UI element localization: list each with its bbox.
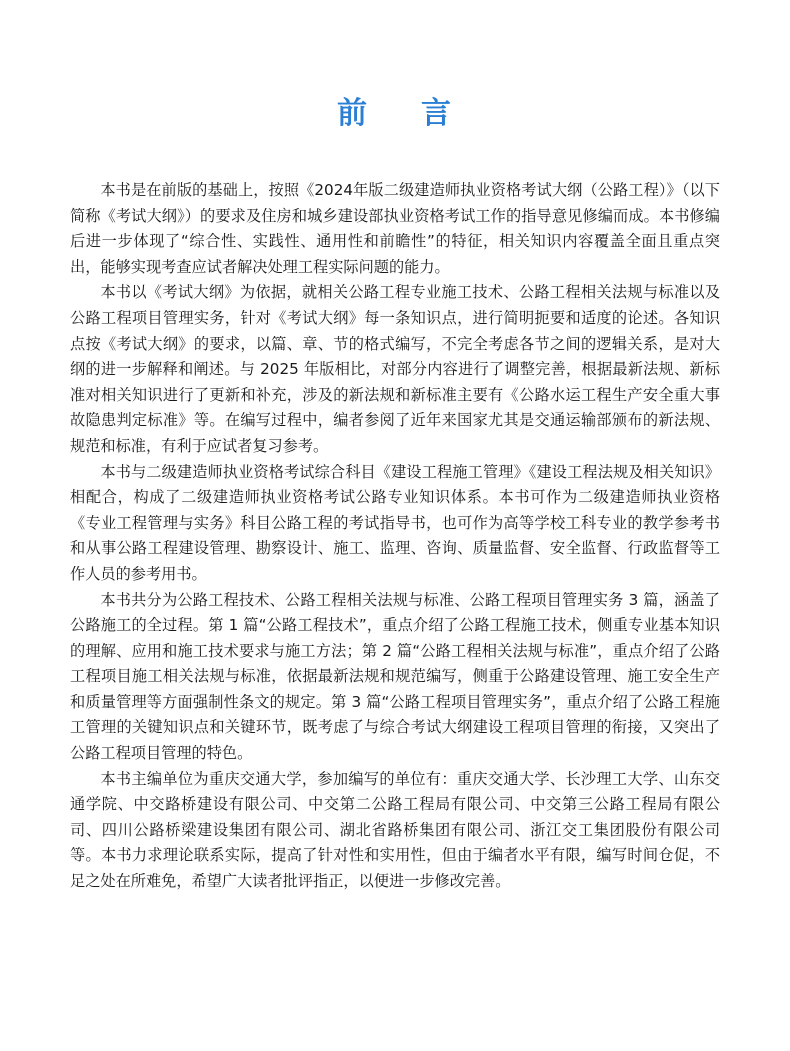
paragraph-2: 本书以《考试大纲》为依据，就相关公路工程专业施工技术、公路工程相关法规与标准以及公路工程项目管理实务，针对《考试大纲》每一条知识点，进行简明扼要和适度的论述。各知识点按《考试大纲》的要求，以篇、章、节的格式编写，不完全考虑各节之间的逻辑关系，是对大纲的进一步解释和阐述。与 2025 年版相比，对部分内容进行了调整完善，根据最新法规、新标准对相关知识进行了更新和补充，涉及的新法规和新标准主要有《公路水运工程生产安全重大事故隐患判定标准》等。在编写过程中，编者参阅了近年来国家尤其是交通运输部颁布的新法规、规范和标准，有利于应试者复习参考。 [70,283,720,455]
title-char-1: 前 [337,96,369,131]
title-char-2: 言 [421,96,453,131]
paragraph-4: 本书共分为公路工程技术、公路工程相关法规与标准、公路工程项目管理实务 3 篇，涵盖了公路施工的全过程。第 1 篇“公路工程技术”，重点介绍了公路工程施工技术，侧重专业基本知识的理解、应用和施工技术要求与施工方法；第 2 篇“公路工程相关法规与标准”，重点介绍了公路工程项目施工相关法规与标准，依据最新法规和规范编写，侧重于公路建设管理、施工安全生产和质量管理等方面强制性条文的规定。第 3 篇“公路工程项目管理实务”，重点介绍了公路工程施工管理的关键知识点和关键环节，既考虑了与综合考试大纲建设工程项目管理的衔接，又突出了公路工程项目管理的特色。 [70,590,720,763]
page-title [0,88,790,132]
paragraph-1: 本书是在前版的基础上，按照《2024年版二级建造师执业资格考试大纲（公路工程）》（以下简称《考试大纲》）的要求及住房和城乡建设部执业资格考试工作的指导意见修编而成。本书修编后进一步体现了“综合性、实践性、通用性和前瞻性”的特征，相关知识内容覆盖全面且重点突出，能够实现考查应试者解决处理工程实际问题的能力。 [70,181,720,276]
preface-body [70,178,720,895]
paragraph-3: 本书与二级建造师执业资格考试综合科目《建设工程施工管理》《建设工程法规及相关知识》相配合，构成了二级建造师执业资格考试公路专业知识体系。本书可作为二级建造师执业资格《专业工程管理与实务》科目公路工程的考试指导书，也可作为高等学校工科专业的教学参考书和从事公路工程建设管理、勘察设计、施工、监理、咨询、质量监督、安全监督、行政监督等工作人员的参考用书。 [70,462,720,583]
paragraph-5: 本书主编单位为重庆交通大学，参加编写的单位有：重庆交通大学、长沙理工大学、山东交通学院、中交路桥建设有限公司、中交第二公路工程局有限公司、中交第三公路工程局有限公司、四川公路桥梁建设集团有限公司、湖北省路桥集团有限公司、浙江交工集团股份有限公司等。本书力求理论联系实际，提高了针对性和实用性，但由于编者水平有限，编写时间仓促，不足之处在所难免，希望广大读者批评指正，以便进一步修改完善。 [70,769,720,891]
